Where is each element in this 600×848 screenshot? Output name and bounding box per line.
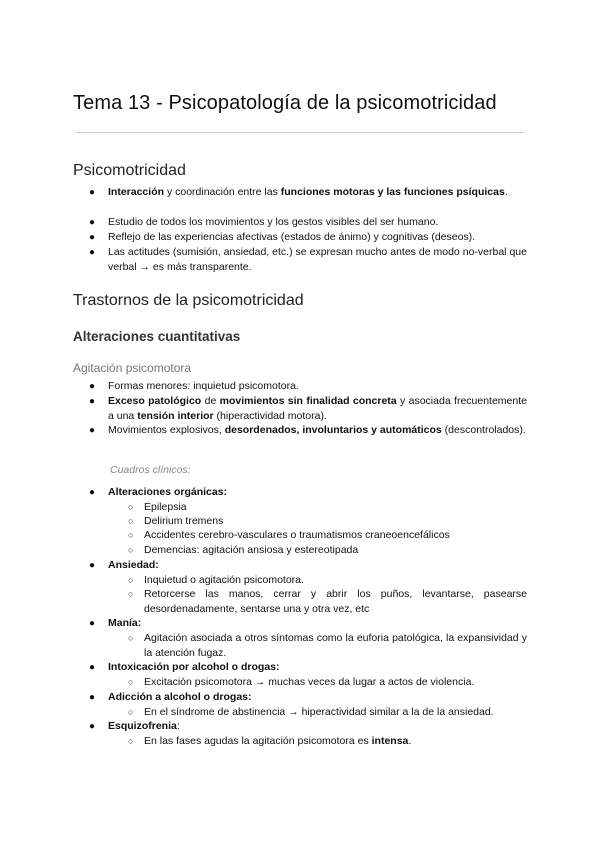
text: (descontrolados). [441,424,526,436]
page-title: Tema 13 - Psicopatología de la psicomotricidad [73,92,497,114]
sub-list-item: Epilepsia [144,501,187,513]
clinical-item-label [108,485,527,500]
bullet-icon: ● [89,721,96,732]
bold-text: Esquizofrenia [108,720,177,732]
sub-list-item: Inquietud o agitación psicomotora. [144,574,304,586]
sub-bullet-icon: ○ [128,502,134,512]
bullet-icon: ● [89,487,96,498]
clinical-item-label [108,616,527,631]
text: Movimientos explosivos, [108,424,225,436]
bullet-icon: ● [89,662,96,673]
sub-list-item: En el síndrome de abstinencia → hiperactividad similar a la de la ansiedad. [144,706,494,718]
subsubheading-agitacion: Agitación psicomotora [73,361,192,375]
bold-text: Adicción a alcohol o drogas: [108,691,252,703]
bold-text: Interacción [108,186,165,198]
sub-bullet-icon: ○ [128,633,134,643]
clinical-item-label [108,719,527,734]
clinical-item-label [108,558,527,573]
list-item: Reflejo de las experiencias afectivas (estados de ánimo) y cognitivas (deseos). [108,231,476,243]
text: : [176,720,180,732]
clinical-item-label [108,660,527,675]
text: En las fases agudas la agitación psicomotora es [144,735,372,747]
bold-text: desordenados, involuntarios y automáticos [224,424,442,436]
sub-bullet-icon: ○ [128,707,134,717]
sub-list-item: Demencias: agitación ansiosa y estereotipada [144,544,359,556]
bold-text: Ansiedad: [108,559,159,571]
clinical-item-label [108,690,527,705]
sub-list-item: Delirium tremens [144,515,224,527]
bullet-icon: ● [89,247,96,258]
sub-list-item: Agitación asociada a otros síntomas como la euforia patológica, la expansividad y la atención fugaz. [144,632,527,659]
sub-bullet-icon: ○ [128,677,134,687]
bold-text: tensión interior [137,410,214,422]
text: de [201,395,220,407]
bold-text: Manía: [108,617,142,629]
title-divider [76,132,524,133]
bullet-icon: ● [89,618,96,629]
sub-list-item [144,734,527,749]
bold-text: Exceso patológico [108,395,202,407]
text: y coordinación entre las [164,186,281,198]
sub-bullet-icon: ○ [128,516,134,526]
text: . [504,186,508,198]
sub-bullet-icon: ○ [128,736,134,746]
sub-list-item: Retorcerse las manos, cerrar y abrir los puños, levantarse, pasearse desordenadamente, sentarse una y otra vez, etc [144,588,527,615]
bold-text: Alteraciones orgánicas: [108,486,228,498]
list-item: Las actitudes (sumisión, ansiedad, etc.) se expresan mucho antes de modo no-verbal que verbal → es más transparente. [108,246,527,273]
sub-bullet-icon: ○ [128,575,134,585]
bullet-icon: ● [89,560,96,571]
bold-text: movimientos sin finalidad concreta [219,395,397,407]
text: (hiperactividad motora). [213,410,327,422]
bold-text: Intoxicación por alcohol o drogas: [108,661,280,673]
sub-bullet-icon: ○ [128,589,134,599]
bullet-icon: ● [89,187,96,198]
text: . [408,735,412,747]
subheading-alteraciones: Alteraciones cuantitativas [73,329,241,344]
sub-list-item: Accidentes cerebro-vasculares o traumatismos craneoencefálicos [144,529,450,541]
section-heading-trastornos: Trastornos de la psicomotricidad [73,292,304,309]
bold-text: intensa [371,735,409,747]
sub-bullet-icon: ○ [128,530,134,540]
list-item [108,185,527,200]
bullet-icon: ● [89,692,96,703]
section-heading-psicomotricidad: Psicomotricidad [73,162,186,179]
list-item [108,394,527,424]
bullet-icon: ● [89,232,96,243]
bold-text: funciones motoras y las funciones psíquicas [280,186,505,198]
bullet-icon: ● [89,381,96,392]
bullet-icon: ● [89,217,96,228]
sub-bullet-icon: ○ [128,545,134,555]
text: y asociada frecuentemente a una [108,395,527,422]
clinical-note: Cuadros clínicos: [110,464,191,476]
list-item: Estudio de todos los movimientos y los gestos visibles del ser humano. [108,216,439,228]
list-item: Formas menores: inquietud psicomotora. [108,380,299,392]
bullet-icon: ● [89,396,96,407]
list-item [108,423,527,438]
sub-list-item: Excitación psicomotora → muchas veces da lugar a actos de violencia. [144,676,475,688]
bullet-icon: ● [89,425,96,436]
